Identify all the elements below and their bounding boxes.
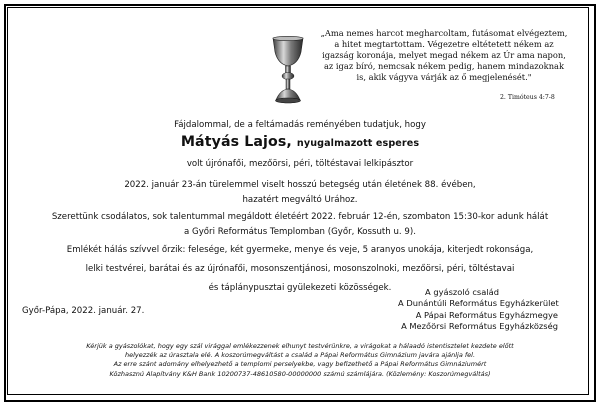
memory-line: és táplánypusztai gyülekezeti közösségek. xyxy=(208,283,392,293)
deceased-title: nyugalmazott esperes xyxy=(296,138,420,149)
footnote xyxy=(8,342,592,379)
footnote-line: Közhasznú Alapítvány K&H Bank 10200737-48610580-00000000 számú számlájára. (Közlemény: Koszorúmegváltás) xyxy=(109,369,491,378)
mourner: A Dunántúli Református Egyházkerület xyxy=(398,298,559,309)
footnote-line: helyezzék az úrasztala elé. A koszorúmegváltást a család a Pápai Református Gimnázium javára ajánlja fel. xyxy=(124,351,476,360)
chalice-icon xyxy=(268,34,308,106)
memory-line: Emlékét hálás szívvel őrzik: felesége, két gyermeke, menye és veje, 5 aranyos unokája, kiterjedt rokonsága, xyxy=(66,245,534,255)
death-line: 2022. január 23-án türelemmel viselt hosszú betegség után életének 88. évében, xyxy=(124,180,476,190)
footnote-line: Az erre szánt adomány elhelyezhető a templomi perselyekbe, vagy befizethető a Pápai Református Gimnáziumért xyxy=(113,360,487,369)
mourner: A Pápai Református Egyházmegye xyxy=(415,309,558,320)
funeral-line: Szerettünk csodálatos, sok talentummal megáldott életéért 2022. február 12-én, szombaton 15:30-kor adunk hálát xyxy=(51,212,549,222)
funeral-line: a Győri Református Templomban (Győr, Kossuth u. 9). xyxy=(184,227,416,237)
place-date: Győr-Pápa, 2022. január. 27. xyxy=(22,306,145,316)
deceased-name: Mátyás Lajos, xyxy=(180,134,292,150)
mourner: A Mezőörsi Református Egyházközség xyxy=(401,320,558,331)
quote-line: igazság koronája, melyet megad nékem az Úr ama napon, xyxy=(322,50,566,60)
intro-text: Fájdalommal, de a feltámadás reményében tudatjuk, hogy xyxy=(174,120,426,130)
deceased-role: volt újrónafői, mezőörsi, péri, töltéstavai lelkipásztor xyxy=(186,159,414,169)
death-line: hazatért megváltó Urához. xyxy=(242,195,358,205)
deceased-name-line xyxy=(8,134,592,150)
quote-line: az igaz bíró, nemcsak nékem pedig, hanem mindazoknak xyxy=(323,61,565,71)
quote-reference: 2. Timóteus 4:7-8 xyxy=(500,94,555,101)
memory-line: lelki testvérei, barátai és az újrónafői, mosonszentjánosi, mosonszolnoki, mezőörsi, péri, töltéstavai xyxy=(85,264,515,274)
mourners-list xyxy=(398,287,558,332)
mourner: A gyászoló család xyxy=(425,287,499,297)
quote-line: is, akik vágyva várják az ő megjelenését." xyxy=(356,72,532,82)
bible-quote xyxy=(314,28,574,83)
quote-line: a hitet megtartottam. Végezetre eltétetett nékem az xyxy=(334,39,554,49)
quote-line: „Ama nemes harcot megharcoltam, futásomat elvégeztem, xyxy=(320,28,568,38)
footnote-line: Kérjük a gyászolókat, hogy egy szál virággal emlékezzenek elhunyt testvérünkre, a virágokat a hálaadó istentisztelet kezdete előtt xyxy=(86,342,514,350)
